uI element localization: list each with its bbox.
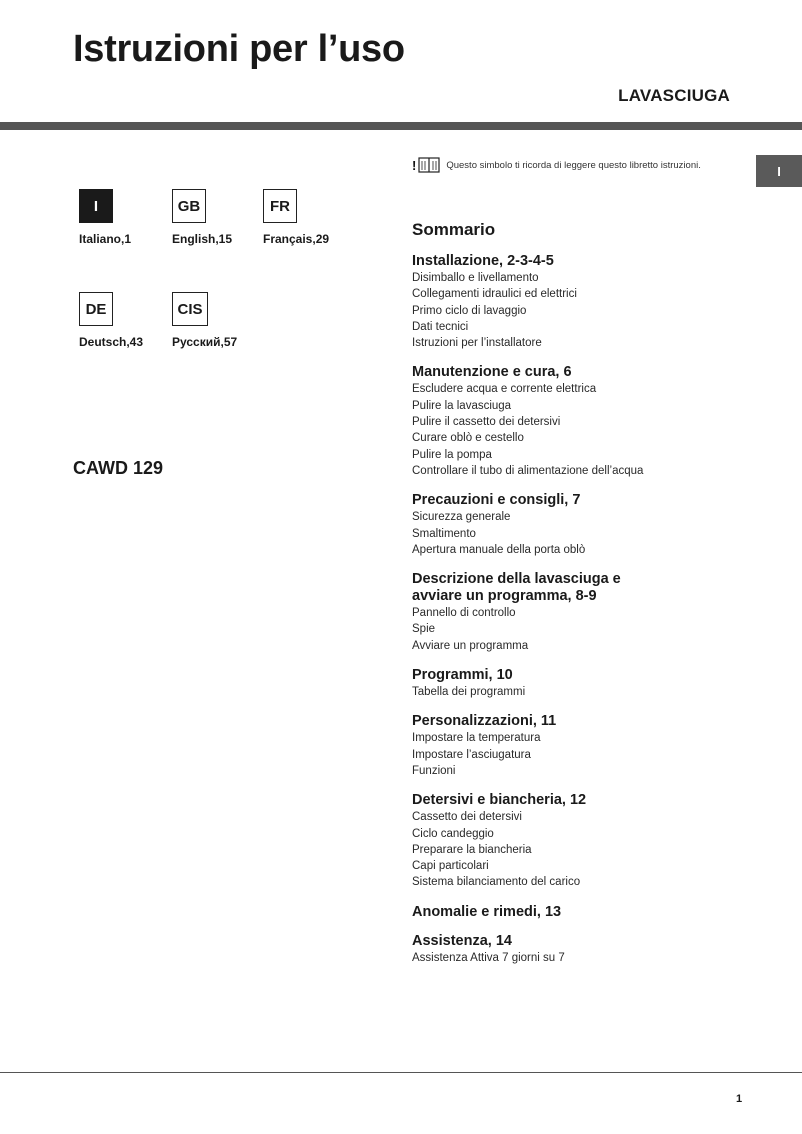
toc-item: Pulire la lavasciuga (412, 399, 512, 412)
language-label: Italiano,1 (79, 232, 132, 246)
language-label: English,15 (172, 232, 233, 246)
toc-section-title[interactable]: Descrizione della lavasciuga e (412, 571, 621, 588)
toc-section-title-continued[interactable]: avviare un programma, 8-9 (412, 588, 597, 605)
toc-item: Escludere acqua e corrente elettrica (412, 383, 597, 396)
language-side-tab: I (756, 155, 802, 187)
toc-section-assistenza (412, 933, 742, 966)
toc-section-anomalie (412, 904, 742, 920)
notice-text: Questo simbolo ti ricorda di leggere questo libretto istruzioni. (446, 159, 701, 171)
toc-section-title[interactable]: Precauzioni e consigli, 7 (412, 492, 581, 509)
toc-section-title[interactable]: Personalizzazioni, 11 (412, 713, 557, 730)
toc-heading: Sommario (412, 220, 496, 239)
toc-item: Dati tecnici (412, 320, 469, 333)
model-number: CAWD 129 (73, 458, 164, 478)
language-deutsch[interactable] (79, 292, 179, 349)
toc-item: Disimballo e livellamento (412, 272, 539, 284)
toc-item: Impostare la temperatura (412, 732, 541, 745)
toc-item: Avviare un programma (412, 639, 529, 652)
toc-item: Impostare l’asciugatura (412, 748, 531, 761)
toc-section-title[interactable]: Installazione, 2-3-4-5 (412, 253, 554, 269)
toc-item: Curare oblò e cestello (412, 432, 524, 445)
read-manual-notice (412, 156, 752, 174)
toc-item: Sicurezza generale (412, 511, 511, 524)
toc-item: Spie (412, 623, 436, 636)
product-type: LAVASCIUGA (618, 86, 730, 105)
toc-item: Pannello di controllo (412, 607, 516, 620)
toc-item: Primo ciclo di lavaggio (412, 304, 527, 317)
toc-section-manutenzione (412, 364, 742, 479)
language-label: Deutsch,43 (79, 335, 144, 349)
toc-item: Smaltimento (412, 527, 476, 540)
language-code-box: I (79, 189, 113, 223)
page-number: 1 (736, 1093, 743, 1105)
toc-item: Apertura manuale della porta oblò (412, 543, 586, 556)
toc-item: Controllare il tubo di alimentazione dell’acqua (412, 464, 644, 477)
toc-item: Ciclo candeggio (412, 827, 494, 840)
toc-item: Tabella dei programmi (412, 686, 526, 699)
toc-item: Preparare la biancheria (412, 843, 532, 856)
language-russian[interactable] (172, 292, 272, 349)
language-label: Français,29 (263, 232, 330, 246)
language-label: Русский,57 (172, 335, 238, 349)
toc-item: Funzioni (412, 764, 456, 777)
toc-item: Cassetto dei detersivi (412, 811, 522, 824)
exclamation-mark: ! (412, 157, 417, 173)
table-of-contents (412, 220, 742, 979)
language-francais[interactable] (263, 189, 363, 246)
toc-item: Istruzioni per l’installatore (412, 337, 542, 350)
toc-item: Pulire il cassetto dei detersivi (412, 416, 561, 429)
language-code-box: CIS (172, 292, 208, 326)
toc-item: Capi particolari (412, 860, 489, 873)
toc-section-title[interactable]: Detersivi e biancheria, 12 (412, 792, 587, 809)
toc-section-title[interactable]: Manutenzione e cura, 6 (412, 364, 572, 381)
language-english[interactable] (172, 189, 272, 246)
toc-section-descrizione (412, 571, 742, 654)
language-code-box: FR (263, 189, 297, 223)
toc-item: Collegamenti idraulici ed elettrici (412, 288, 577, 301)
page-title: Istruzioni per l’uso (73, 28, 405, 70)
toc-section-title[interactable]: Anomalie e rimedi, 13 (412, 903, 562, 920)
toc-item: Sistema bilanciamento del carico (412, 876, 581, 889)
toc-item: Assistenza Attiva 7 giorni su 7 (412, 951, 565, 964)
toc-section-title[interactable]: Programmi, 10 (412, 667, 513, 684)
toc-section-installazione (412, 253, 742, 351)
toc-section-personalizzazioni (412, 713, 742, 779)
header-divider (0, 122, 802, 130)
book-icon (418, 156, 440, 174)
toc-item: Pulire la pompa (412, 448, 492, 461)
language-code-box: DE (79, 292, 113, 326)
footer-divider (0, 1072, 802, 1073)
toc-section-title[interactable]: Assistenza, 14 (412, 932, 512, 949)
language-code-box: GB (172, 189, 206, 223)
toc-section-detersivi (412, 792, 742, 890)
toc-section-programmi (412, 667, 742, 700)
toc-section-precauzioni (412, 492, 742, 558)
language-italiano[interactable] (79, 189, 179, 246)
